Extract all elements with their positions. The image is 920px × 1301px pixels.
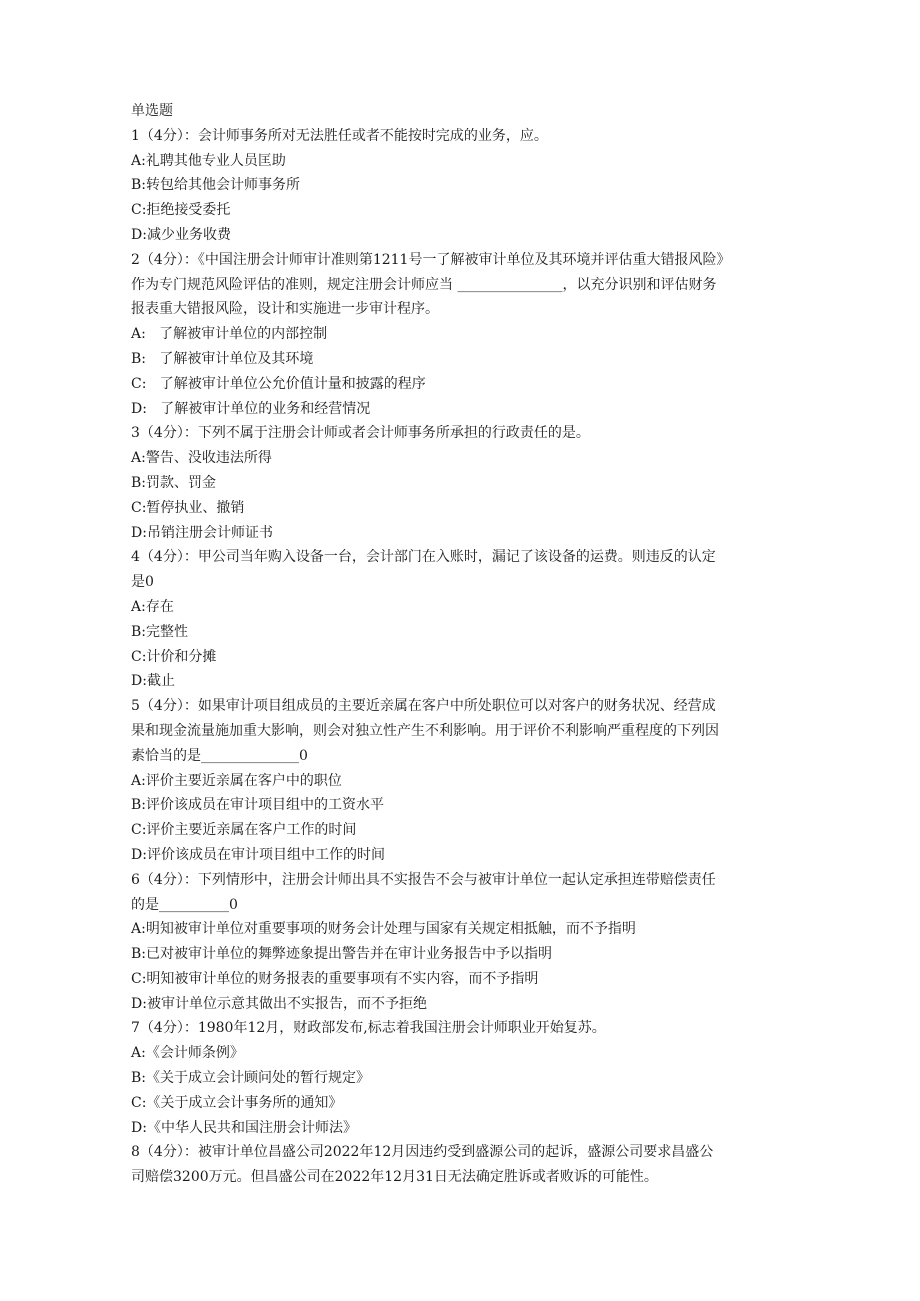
question-3 <box>131 421 796 545</box>
question-stem-line: 4（4分）：甲公司当年购入设备一台，会计部门在入账时，漏记了该设备的运费。则违反的认定 <box>131 549 716 566</box>
question-stem-line: 1（4分）：会计师事务所对无法胜任或者不能按时完成的业务，应。 <box>131 127 548 144</box>
answer-option: D:《中华人民共和国注册会计师法》 <box>131 1119 357 1136</box>
question-7 <box>131 1016 796 1140</box>
answer-option: A:评价主要近亲属在客户中的职位 <box>131 772 342 789</box>
question-stem-line: 5（4分）：如果审计项目组成员的主要近亲属在客户中所处职位可以对客户的财务状况、经营成 <box>131 698 716 715</box>
answer-option: A:《会计师条例》 <box>131 1045 244 1062</box>
answer-option: A:存在 <box>131 598 174 615</box>
question-8 <box>131 1140 796 1190</box>
question-6 <box>131 868 796 1017</box>
section-title: 单选题 <box>131 103 173 119</box>
question-stem-line: 2（4分）：《中国注册会计师审计准则第1211号一了解被审计单位及其环境并评估重大错报风险》 <box>131 251 731 268</box>
answer-option: A:警告、没收违法所得 <box>131 450 272 467</box>
answer-option: C:计价和分摊 <box>131 648 217 665</box>
answer-option: A: 了解被审计单位的内部控制 <box>131 326 328 343</box>
answer-option: D:吊销注册会计师证书 <box>131 524 273 541</box>
document-page <box>131 99 796 1190</box>
answer-option: D: 了解被审计单位的业务和经营情况 <box>131 400 371 417</box>
answer-option: B:《关于成立会计顾问处的暂行规定》 <box>131 1070 371 1087</box>
question-1 <box>131 124 796 248</box>
answer-option: C: 了解被审计单位公允价值计量和披露的程序 <box>131 375 426 392</box>
question-stem-line: 司赔偿3200万元。但昌盛公司在2022年12月31日无法确定胜诉或者败诉的可能性。 <box>131 1169 658 1186</box>
question-stem-line: 6（4分）：下列情形中，注册会计师出具不实报告不会与被审计单位一起认定承担连带赔偿责任 <box>131 871 716 888</box>
answer-option: B:完整性 <box>131 623 189 640</box>
question-4 <box>131 545 796 694</box>
answer-option: D:减少业务收费 <box>131 226 231 243</box>
answer-option: D:评价该成员在审计项目组中工作的时间 <box>131 846 385 863</box>
question-stem-line: 7（4分）：1980年12月，财政部发布,标志着我国注册会计师职业开始复苏。 <box>131 1020 606 1037</box>
question-stem-line: 素恰当的是______________0 <box>131 747 308 764</box>
answer-option: C:拒绝接受委托 <box>131 202 231 219</box>
question-stem-line: 3（4分）：下列不属于注册会计师或者会计师事务所承担的行政责任的是。 <box>131 425 590 442</box>
answer-option: B:转包给其他会计师事务所 <box>131 177 301 194</box>
answer-option: D:被审计单位示意其做出不实报告，而不予拒绝 <box>131 995 427 1012</box>
question-stem-line: 报表重大错报风险，设计和实施进一步审计程序。 <box>131 301 439 318</box>
question-stem-line: 的是__________0 <box>131 896 238 913</box>
question-2 <box>131 248 796 422</box>
question-5 <box>131 694 796 868</box>
answer-option: C:《关于成立会计事务所的通知》 <box>131 1094 343 1111</box>
question-stem-line: 作为专门规范风险评估的准则，规定注册会计师应当 _______________，以充分识别和评估财务 <box>131 276 717 293</box>
answer-option: C:暂停执业、撤销 <box>131 499 245 516</box>
answer-option: B: 了解被审计单位及其环境 <box>131 350 314 367</box>
answer-option: C:评价主要近亲属在客户工作的时间 <box>131 822 357 839</box>
question-stem-line: 8（4分）：被审计单位昌盛公司2022年12月因违约受到盛源公司的起诉，盛源公司要求昌盛公 <box>131 1144 714 1161</box>
question-stem-line: 果和现金流量施加重大影响，则会对独立性产生不利影响。用于评价不利影响严重程度的下列因 <box>131 722 719 739</box>
answer-option: B:罚款、罚金 <box>131 474 217 491</box>
answer-option: A:礼聘其他专业人员匡助 <box>131 152 286 169</box>
answer-option: B:已对被审计单位的舞弊迹象提出警告并在审计业务报告中予以指明 <box>131 946 553 963</box>
answer-option: A:明知被审计单位对重要事项的财务会计处理与国家有关规定相抵触，而不予指明 <box>131 921 636 938</box>
answer-option: B:评价该成员在审计项目组中的工资水平 <box>131 797 385 814</box>
answer-option: C:明知被审计单位的财务报表的重要事项有不实内容，而不予指明 <box>131 970 539 987</box>
answer-option: D:截止 <box>131 673 175 690</box>
question-list <box>131 124 796 1190</box>
question-stem-line: 是0 <box>131 574 154 591</box>
